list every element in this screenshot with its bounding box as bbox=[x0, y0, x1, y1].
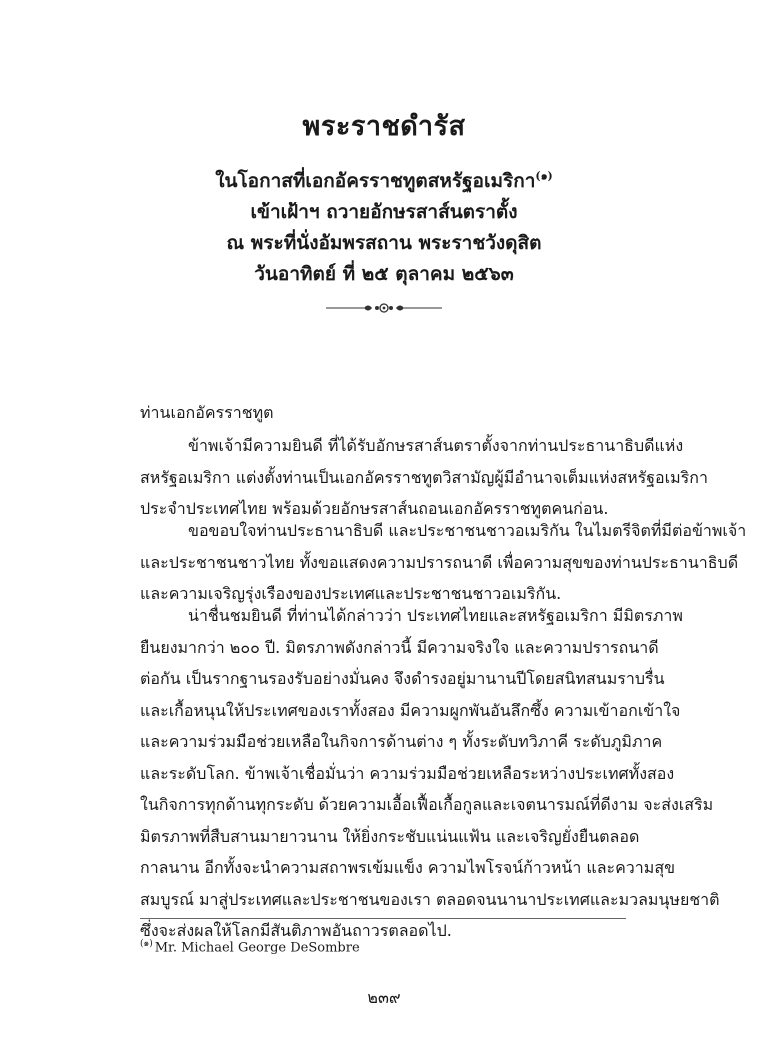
paragraph-line: สหรัฐอเมริกา แต่งตั้งท่านเป็นเอกอัครราชทูตวิสามัญผู้มีอำนาจเต็มแห่งสหรัฐอเมริกา bbox=[140, 467, 708, 487]
paragraph-2 bbox=[140, 515, 747, 610]
heading-occasion bbox=[0, 166, 768, 196]
footnote-divider bbox=[140, 918, 626, 919]
decorative-flourish-icon bbox=[324, 300, 444, 316]
paragraph-3 bbox=[140, 600, 720, 947]
paragraph-line: และความร่วมมือช่วยเหลือในกิจการด้านต่าง ๆ ทั้งระดับทวิภาคี ระดับภูมิภาค bbox=[140, 732, 663, 751]
paragraph-line: ในกิจการทุกด้านทุกระดับ ด้วยความเอื้อเฟื้อเกื้อกูลและเจตนารมณ์ที่ดีงาม จะส่งเสริม bbox=[140, 795, 714, 814]
page-number: ๒๓๙ bbox=[367, 988, 401, 1007]
footnote-reference: (๑) bbox=[535, 169, 553, 183]
paragraph-line: ซึ่งจะส่งผลให้โลกมีสันติภาพอันถาวรตลอดไป. bbox=[140, 921, 452, 940]
paragraph-line: น่าชื่นชมยินดี ที่ท่านได้กล่าวว่า ประเทศไทยและสหรัฐอเมริกา มีมิตรภาพ bbox=[188, 606, 683, 625]
heading-venue: ณ พระที่นั่งอัมพรสถาน พระราชวังดุสิต bbox=[226, 232, 542, 254]
paragraph-line: กาลนาน อีกทั้งจะนำความสถาพรเข้มแข็ง ความไพโรจน์ก้าวหน้า และความสุข bbox=[140, 858, 676, 877]
paragraph-1 bbox=[140, 430, 708, 525]
paragraph-line: มิตรภาพที่สืบสานมายาวนาน ให้ยิ่งกระชับแน่นแฟ้น และเจริญยั่งยืนตลอด bbox=[140, 826, 640, 846]
paragraph-line: ประจำประเทศไทย พร้อมด้วยอักษรสาส์นถอนเอกอัครราชทูตคนก่อน. bbox=[140, 499, 609, 518]
paragraph-line: และเกื้อหนุนให้ประเทศของเราทั้งสอง มีความผูกพันอันลึกซึ้ง ความเข้าอกเข้าใจ bbox=[140, 700, 681, 720]
paragraph-line: สมบูรณ์ มาสู่ประเทศและประชาชนของเรา ตลอดจนนานาประเทศและมวลมนุษยชาติ bbox=[140, 889, 720, 909]
paragraph-line: ยืนยงมากว่า ๒๐๐ ปี. มิตรภาพดังกล่าวนี้ มีความจริงใจ และความปรารถนาดี bbox=[140, 637, 659, 657]
paragraph-line: และระดับโลก. ข้าพเจ้าเชื่อมั่นว่า ความร่วมมือช่วยเหลือระหว่างประเทศทั้งสอง bbox=[140, 763, 675, 783]
footnote-text: Mr. Michael George DeSombre bbox=[154, 940, 360, 956]
paragraph-line: และความเจริญรุ่งเรืองของประเทศและประชาชนชาวอเมริกัน. bbox=[140, 584, 562, 603]
heading-occasion-text: ในโอกาสที่เอกอัครราชทูตสหรัฐอเมริกา bbox=[215, 170, 536, 192]
heading-date: วันอาทิตย์ ที่ ๒๕ ตุลาคม ๒๕๖๓ bbox=[254, 263, 514, 285]
footnote-mark: (๑) bbox=[140, 939, 153, 949]
paragraph-line: ขอขอบใจท่านประธานาธิบดี และประชาชนชาวอเมริกัน ในไมตรีจิตที่มีต่อข้าพเจ้า bbox=[188, 521, 747, 540]
heading-audience: เข้าเฝ้าฯ ถวายอักษรสาส์นตราตั้ง bbox=[250, 201, 518, 223]
page-title: พระราชดำรัส bbox=[302, 111, 466, 142]
paragraph-line: และประชาชนชาวไทย ทั้งขอแสดงความปรารถนาดี เพื่อความสุขของท่านประธานาธิบดี bbox=[140, 552, 739, 572]
salutation: ท่านเอกอัครราชทูต bbox=[140, 403, 274, 422]
paragraph-line: ข้าพเจ้ามีความยินดี ที่ได้รับอักษรสาส์นตราตั้งจากท่านประธานาธิบดีแห่ง bbox=[188, 436, 684, 455]
paragraph-line: ต่อกัน เป็นรากฐานรองรับอย่างมั่นคง จึงดำรงอยู่มานานปีโดยสนิทสนมราบรื่น bbox=[140, 669, 665, 688]
footnote bbox=[140, 936, 360, 955]
